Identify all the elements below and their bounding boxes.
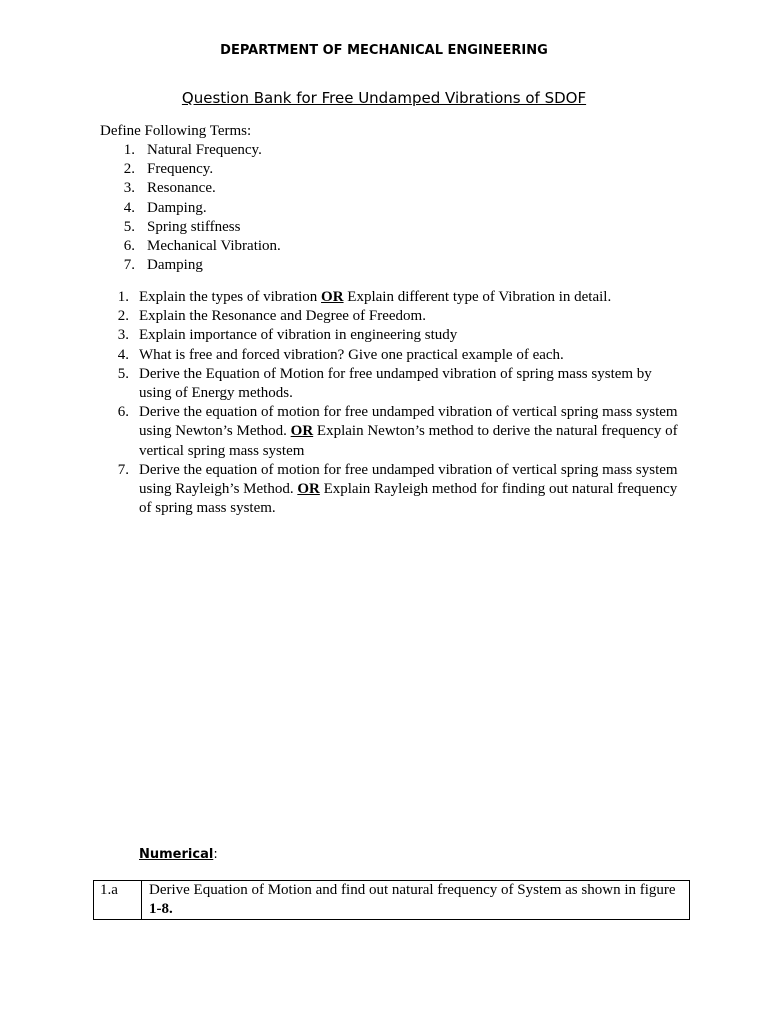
questions-list [100,288,680,518]
list-item [100,307,680,326]
question-part: Explain different type of Vibration in detail. [343,289,612,305]
question-text [129,461,680,519]
problem-text [142,881,690,920]
definitions-list [100,141,500,275]
list-number: 2. [117,308,129,325]
list-item [100,141,500,160]
list-number: 1. [123,142,135,158]
question-part: Explain Newton’s method to derive the natural frequency of vertical spring mass system [139,423,678,459]
list-number: 3. [123,180,135,197]
or-keyword: OR [321,289,344,305]
question-part: Explain the types of vibration [139,289,322,305]
list-number: 6. [117,404,129,421]
question-part: Derive the equation of motion for free undamped vibration of vertical spring mass system using Newton’s Method. [139,404,678,440]
list-item [100,237,500,256]
or-keyword: OR [297,481,320,498]
definitions-heading: Define Following Terms: [100,123,252,139]
term-text: Resonance. [147,180,216,197]
question-text [129,365,680,403]
problem-statement: Derive Equation of Motion and find out natural frequency of System as shown in figure [149,882,676,898]
question-part: Derive the equation of motion for free undamped vibration of vertical spring mass system using Rayleigh’s Method. [139,461,678,498]
or-keyword: OR [290,423,314,440]
list-item [100,461,680,519]
question-part: What is free and forced vibration? Give one practical example of each. [139,346,564,363]
term-text: Damping [147,257,203,274]
list-number: 6. [123,238,135,255]
list-item [100,160,500,179]
list-item [100,365,680,403]
list-number: 4. [117,346,129,363]
question-text [129,403,680,461]
question-text [129,307,680,326]
term-text: Frequency. [147,161,214,178]
question-text [129,326,680,345]
department-heading: DEPARTMENT OF MECHANICAL ENGINEERING [220,43,548,58]
problem-id: 1.a [94,881,142,920]
list-item [100,403,680,461]
list-number: 5. [123,218,135,235]
list-number: 5. [117,365,129,382]
question-text [129,346,680,365]
question-part: Explain Rayleigh method for finding out natural frequency of spring mass system. [139,481,678,517]
figure-reference: 1-8. [149,901,173,918]
question-part: Explain the Resonance and Degree of Freedom. [139,308,426,325]
term-text: Spring stiffness [147,218,241,235]
list-item [100,346,680,365]
list-item [100,326,680,345]
list-number: 4. [123,199,135,216]
list-item [100,256,500,275]
numerical-table [93,880,690,920]
question-part: Derive the Equation of Motion for free undamped vibration of spring mass system by using of Energy methods. [139,365,652,402]
document-title: Question Bank for Free Undamped Vibrations of SDOF [181,89,587,107]
list-number: 7. [123,257,135,274]
numerical-label: Numerical [139,847,214,862]
question-part: Explain importance of vibration in engineering study [139,327,458,344]
list-item [100,199,500,218]
numerical-colon: : [213,847,218,862]
list-number: 7. [117,461,129,478]
table-row [94,881,690,920]
list-item [100,218,500,237]
term-text: Mechanical Vibration. [147,238,281,255]
numerical-heading [139,847,218,862]
term-text: Natural Frequency. [147,142,262,158]
list-number: 1. [117,289,129,305]
list-number: 3. [117,327,129,344]
list-item [100,179,500,198]
list-number: 2. [123,161,135,178]
term-text: Damping. [147,199,207,216]
question-text [129,288,680,307]
list-item [100,288,680,307]
